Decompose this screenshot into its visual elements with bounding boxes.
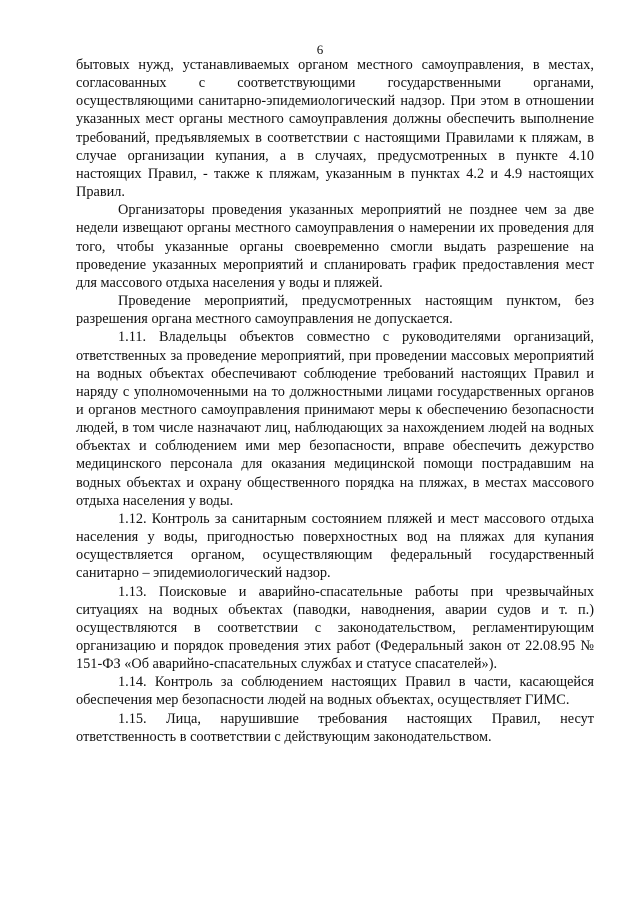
document-body <box>76 56 594 746</box>
paragraph-permission-required: Проведение мероприятий, предусмотренных настоящим пунктом, без разрешения органа местного самоуправления не допускается. <box>76 293 594 328</box>
paragraph-1-13: 1.13. Поисковые и аварийно-спасательные работы при чрезвычайных ситуациях на водных объектах (паводки, наводнения, аварии судов и т. п.) осуществляются в соответствии с законодательством, регламентирующим организацию и порядок проведения этих работ (Федеральный закон от 22.08.95 № 151-ФЗ «Об аварийно-спасательных службах и статусе спасателей»). <box>76 583 594 673</box>
paragraph-1-11: 1.11. Владельцы объектов совместно с руководителями организаций, ответственных за проведение мероприятий, при проведении массовых мероприятий на водных объектах обеспечивают соблюдение требований настоящих Правил и наряду с уполномоченными на то должностными лицами государственных органов и органов местного самоуправления принимают меры к обеспечению безопасности людей, в том числе назначают лиц, наблюдающих за нахождением людей на водных объектах и соблюдением ими мер безопасности, вправе обеспечить дежурство медицинского персонала для оказания медицинской помощи пострадавшим на водных объектах и охрану общественного порядка на пляжах, в местах массового отдыха населения у воды. <box>76 329 594 509</box>
paragraph-1-14: 1.14. Контроль за соблюдением настоящих Правил в части, касающейся обеспечения мер безопасности людей на водных объектах, осуществляет ГИМС. <box>76 674 594 709</box>
paragraph-1-15: 1.15. Лица, нарушившие требования настоящих Правил, несут ответственность в соответствии с действующим законодательством. <box>76 710 594 745</box>
page-number: 6 <box>316 42 324 57</box>
paragraph-continuation: бытовых нужд, устанавливаемых органом местного самоуправления, в местах, согласованных с соответствующими государственными органами, осуществляющими санитарно-эпидемиологический надзор. При этом в отношении указанных мест органы местного самоуправления должны обеспечить выполнение требований, предъявляемых в соответствии с настоящими Правилами к пляжам, в случае организации купания, а в случаях, предусмотренных в пункте 4.10 настоящих Правил, - также к пляжам, указанным в пунктах 4.2 и 4.9 настоящих Правил. <box>76 57 594 201</box>
paragraph-1-12: 1.12. Контроль за санитарным состоянием пляжей и мест массового отдыха населения у воды, пригодностью поверхностных вод на пляжах для купания осуществляется органом, осуществляющим федеральный государственный санитарно – эпидемиологический надзор. <box>76 510 594 582</box>
paragraph-organizers-notice: Организаторы проведения указанных мероприятий не позднее чем за две недели извещают органы местного самоуправления о намерении их проведения для того, чтобы указанные органы своевременно смогли выдать разрешение на проведение указанных мероприятий и спланировать график предоставления мест для массового отдыха населения у воды и пляжей. <box>76 202 594 291</box>
